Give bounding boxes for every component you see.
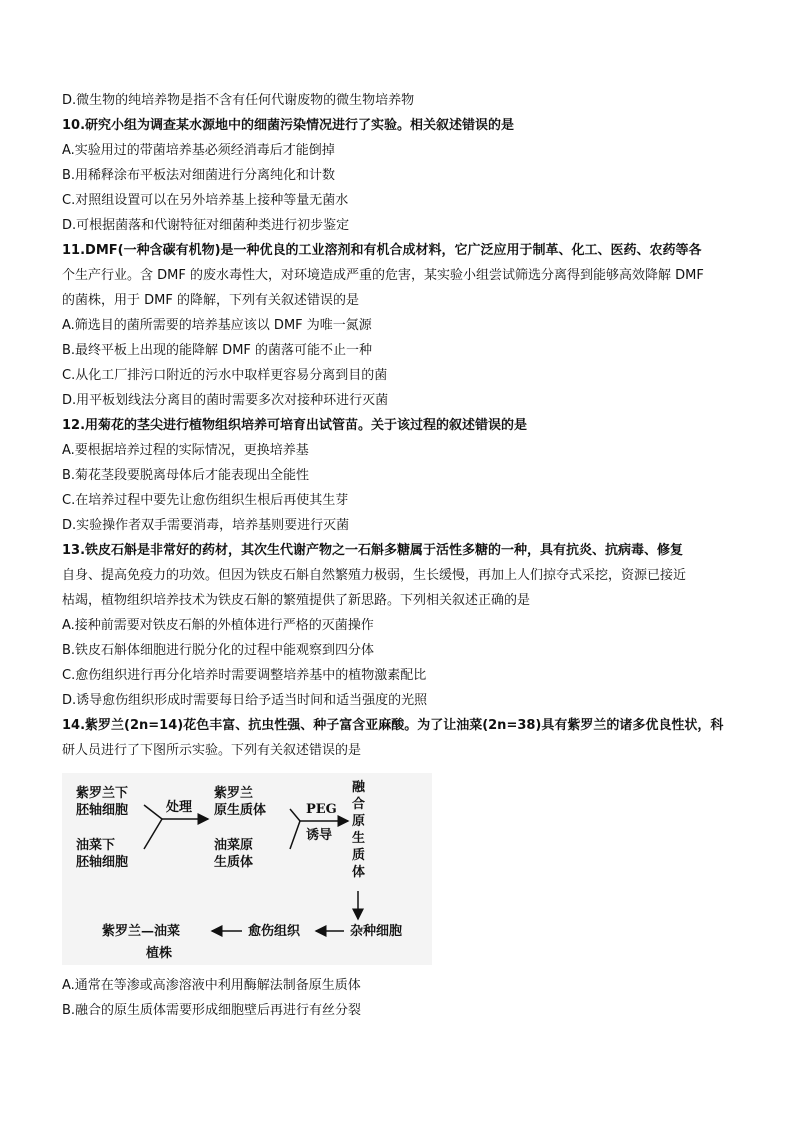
protoplast-fusion-diagram xyxy=(62,773,432,965)
converge-line-top-2 xyxy=(290,809,300,821)
text-line: D.用平板划线法分离目的菌时需要多次对接种环进行灭菌 xyxy=(62,393,389,408)
text-line: 自身、提高免疫力的功效。但因为铁皮石斛自然繁殖力极弱，生长缓慢，再加上人们掠夺式采挖，资源已接近 xyxy=(62,568,687,583)
text-line: B.铁皮石斛体细胞进行脱分化的过程中能观察到四分体 xyxy=(62,643,375,658)
text-line: 研人员进行了下图所示实验。下列有关叙述错误的是 xyxy=(62,743,362,758)
text-line: 个生产行业。含 DMF 的废水毒性大，对环境造成严重的危害，某实验小组尝试筛选分离得到能够高效降解 DMF xyxy=(62,268,704,283)
converge-line-bottom-2 xyxy=(290,821,300,849)
text-line: A.实验用过的带菌培养基必须经消毒后才能倒掉 xyxy=(62,143,335,158)
fused-char: 生 xyxy=(352,831,366,846)
text-line: C.愈伤组织进行再分化培养时需要调整培养基中的植物激素配比 xyxy=(62,668,427,683)
treat-label: 处理 xyxy=(166,800,193,815)
converge-line-top xyxy=(144,805,162,819)
text-line: A.通常在等渗或高渗溶液中利用酶解法制备原生质体 xyxy=(62,978,361,993)
text-line: A.筛选目的菌所需要的培养基应该以 DMF 为唯一氮源 xyxy=(62,318,372,333)
question-stem-line: 11.DMF(一种含碳有机物)是一种优良的工业溶剂和有机合成材料，它广泛应用于制革、化工、医药、农药等各 xyxy=(62,243,702,258)
exam-page xyxy=(62,88,742,1023)
hybrid-cell-label: 杂种细胞 xyxy=(350,924,403,939)
violet-cell-label: 紫罗兰下 胚轴细胞 xyxy=(76,786,129,818)
converge-line-bottom xyxy=(144,819,162,849)
question-stem-line: 12.用菊花的茎尖进行植物组织培养可培育出试管苗。关于该过程的叙述错误的是 xyxy=(62,418,528,433)
fused-char: 体 xyxy=(352,865,366,880)
text-line: B.最终平板上出现的能降解 DMF 的菌落可能不止一种 xyxy=(62,343,373,358)
rape-cell-label: 油菜下 胚轴细胞 xyxy=(76,838,129,870)
text-line: 枯竭，植物组织培养技术为铁皮石斛的繁殖提供了新思路。下列相关叙述正确的是 xyxy=(62,593,531,608)
fused-char: 融 xyxy=(352,780,366,795)
induce-label: 诱导 xyxy=(306,828,333,843)
text-line: B.菊花茎段要脱离母体后才能表现出全能性 xyxy=(62,468,310,483)
text-line: B.用稀释涂布平板法对细菌进行分离纯化和计数 xyxy=(62,168,336,183)
text-line: D.实验操作者双手需要消毒，培养基则要进行灭菌 xyxy=(62,518,350,533)
fused-char: 原 xyxy=(352,814,366,829)
hybrid-plant-label: 紫罗兰—油菜 xyxy=(102,924,181,939)
option-lines xyxy=(62,973,742,1023)
rape-protoplast-label: 油菜原 生质体 xyxy=(214,838,254,870)
text-line: B.融合的原生质体需要形成细胞壁后再进行有丝分裂 xyxy=(62,1003,362,1018)
text-line: A.接种前需要对铁皮石斛的外植体进行严格的灭菌操作 xyxy=(62,618,374,633)
fused-protoplast-label xyxy=(352,779,365,881)
question-stem-line: 14.紫罗兰(2n=14)花色丰富、抗虫性强、种子富含亚麻酸。为了让油菜(2n=38)具有紫罗兰的诸多优良性状，科 xyxy=(62,718,724,733)
plant-label: 植株 xyxy=(146,946,173,961)
text-line: 的菌株，用于 DMF 的降解，下列有关叙述错误的是 xyxy=(62,293,359,308)
violet-protoplast-label: 紫罗兰 原生质体 xyxy=(214,786,267,818)
question-stem-line: 10.研究小组为调查某水源地中的细菌污染情况进行了实验。相关叙述错误的是 xyxy=(62,118,515,133)
question-lines xyxy=(62,88,742,763)
text-line: D.可根据菌落和代谢特征对细菌种类进行初步鉴定 xyxy=(62,218,350,233)
text-line: D.微生物的纯培养物是指不含有任何代谢废物的微生物培养物 xyxy=(62,93,415,108)
fused-char: 合 xyxy=(352,797,366,812)
fused-char: 质 xyxy=(352,848,366,863)
text-line: D.诱导愈伤组织形成时需要每日给予适当时间和适当强度的光照 xyxy=(62,693,428,708)
callus-label: 愈伤组织 xyxy=(248,924,301,939)
text-line: C.在培养过程中要先让愈伤组织生根后再使其生芽 xyxy=(62,493,349,508)
text-line: C.从化工厂排污口附近的污水中取样更容易分离到目的菌 xyxy=(62,368,388,383)
text-line: A.要根据培养过程的实际情况，更换培养基 xyxy=(62,443,309,458)
text-line: C.对照组设置可以在另外培养基上接种等量无菌水 xyxy=(62,193,349,208)
question-stem-line: 13.铁皮石斛是非常好的药材，其次生代谢产物之一石斛多糖属于活性多糖的一种，具有抗炎、抗病毒、修复 xyxy=(62,543,684,558)
peg-label: PEG xyxy=(306,802,337,817)
